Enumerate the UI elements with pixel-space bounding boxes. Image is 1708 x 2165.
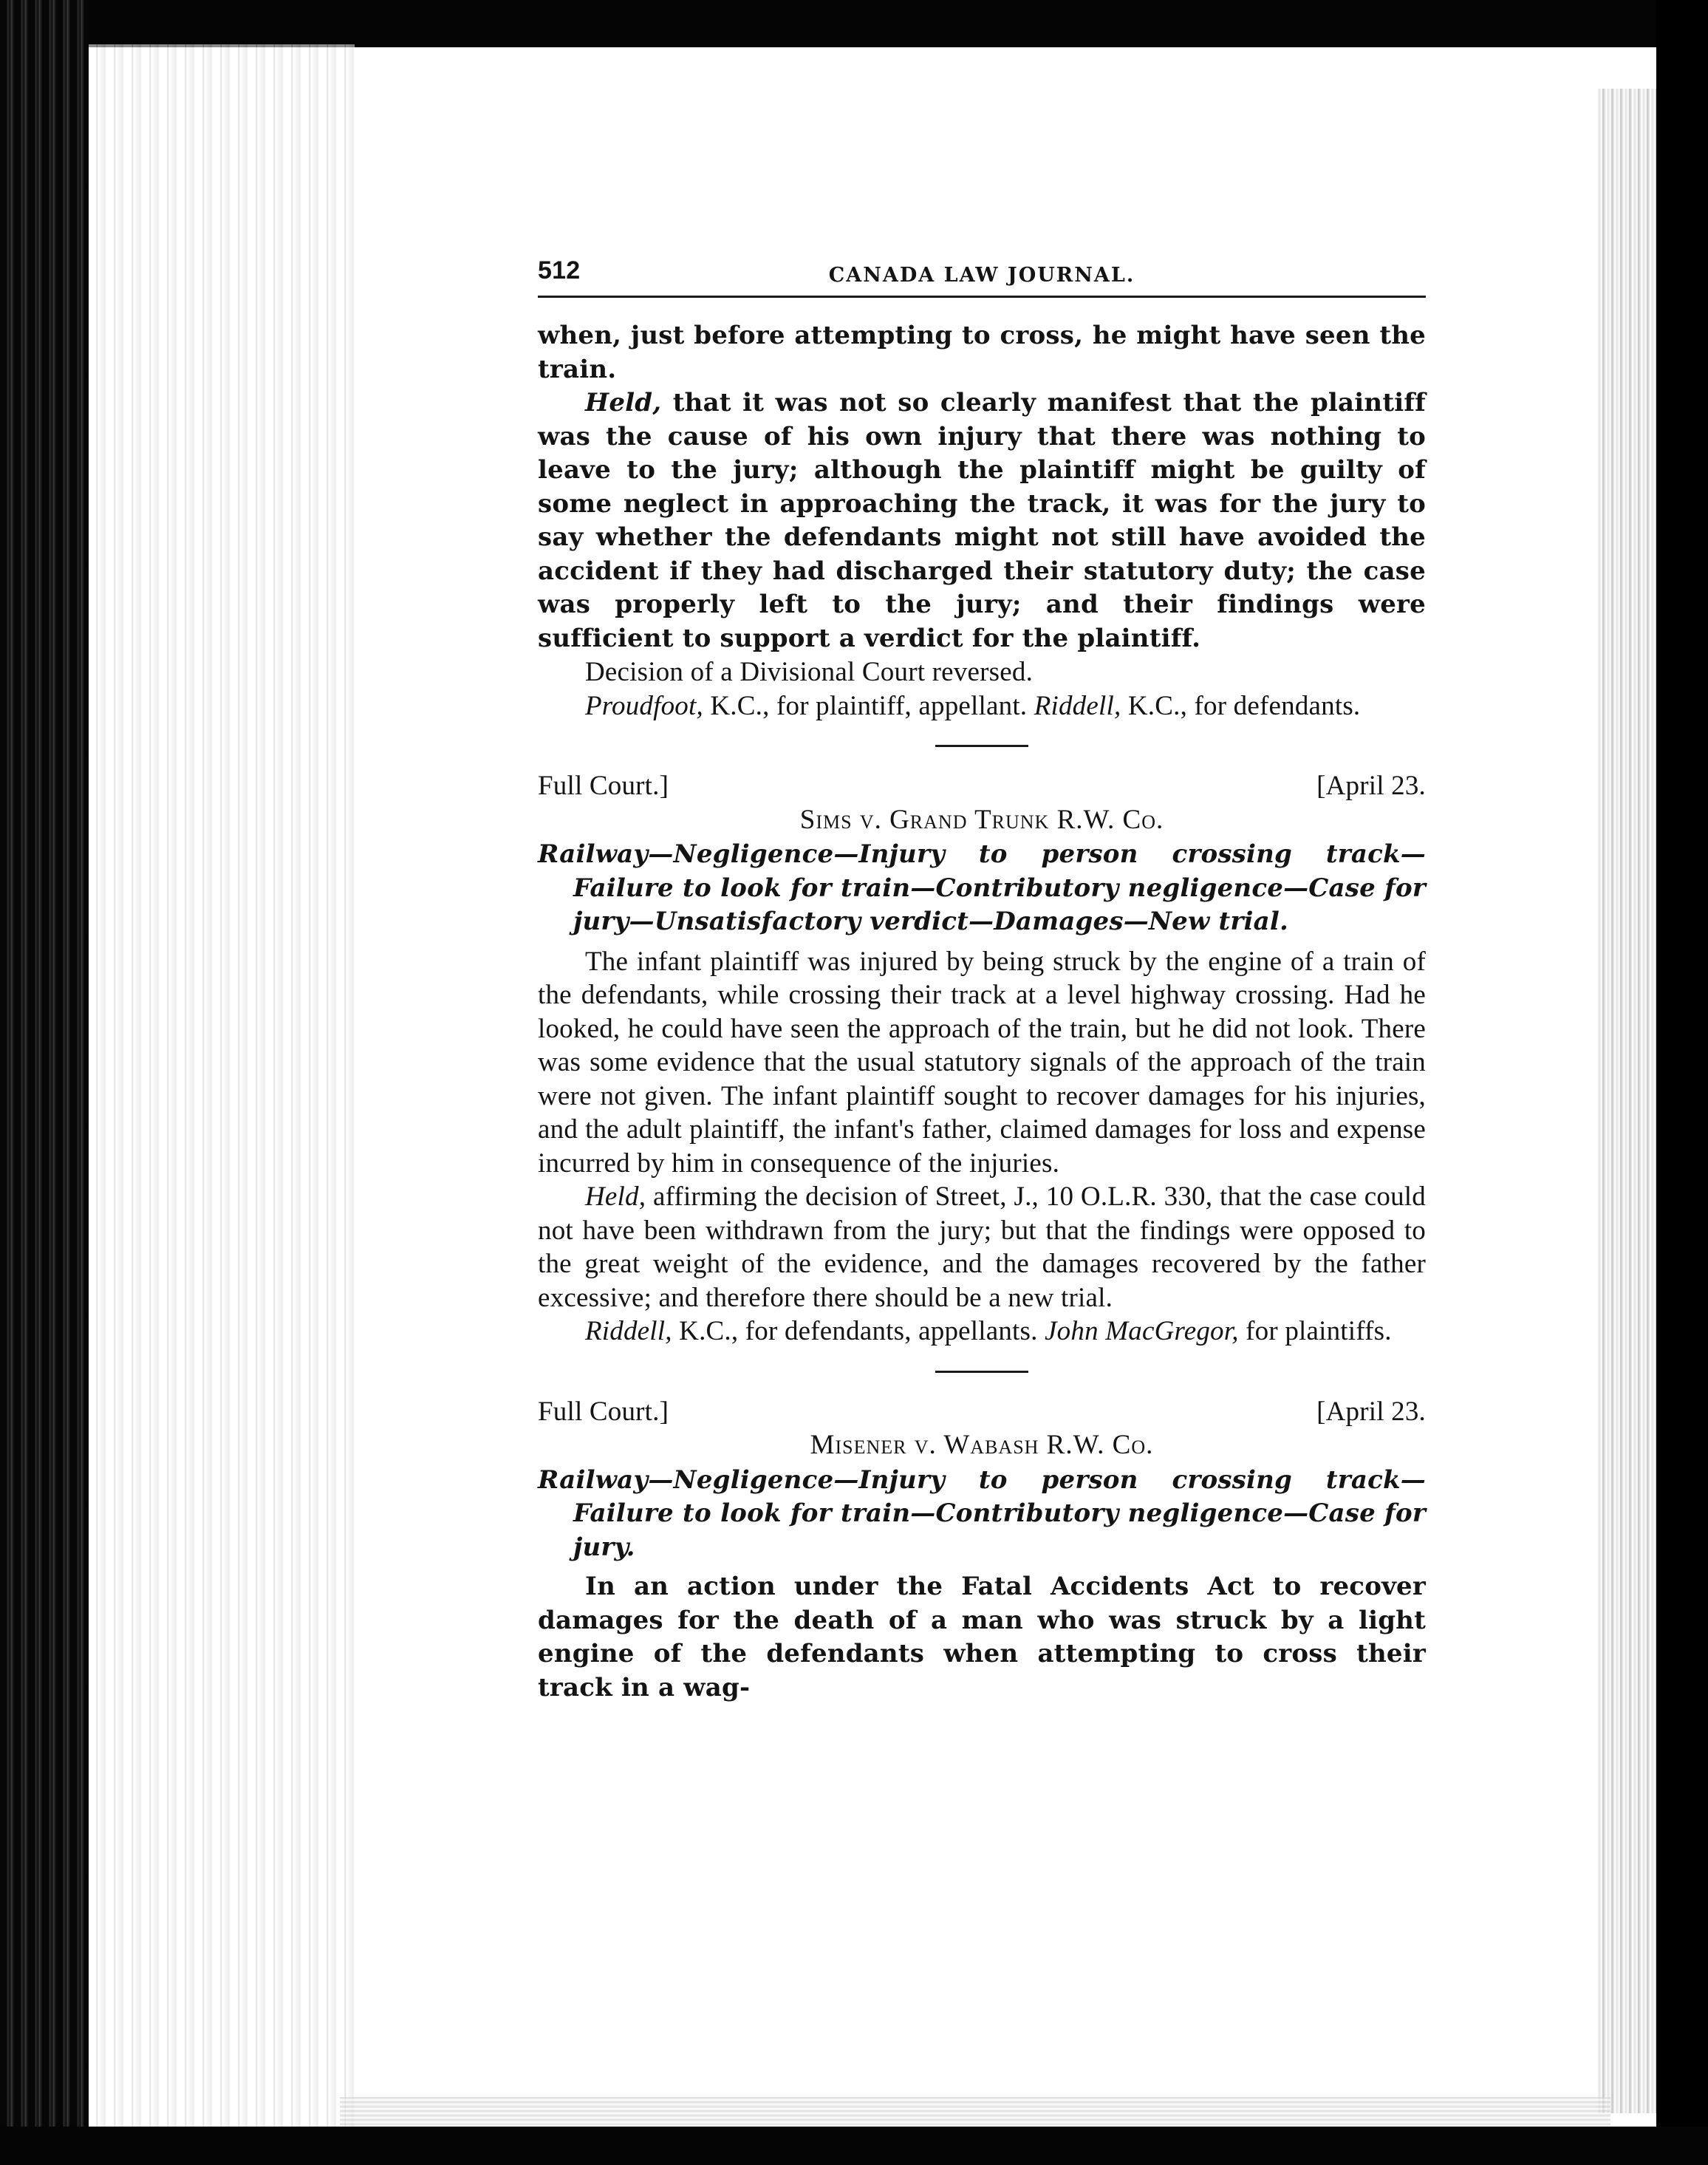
held-text: that it was not so clearly manifest that the plaintiff was the cause of his own injury that there was nothing to leave to the jury; although the plaintiff might be guilty of some neglect in approaching the track, it was for the jury to say whether the defendants might not still have avoided the accident if they had discharged their statutory duty; the case was properly left to the jury; and their findings were sufficient to support a verdict for the plaintiff. <box>538 388 1426 653</box>
scan-border-right <box>1656 0 1708 2165</box>
running-head: CANADA LAW JOURNAL. <box>828 264 1135 287</box>
counsel-text: K.C., for defendants. <box>1121 690 1361 721</box>
decision-line: Decision of a Divisional Court reversed. <box>585 657 1034 687</box>
page-number: 512 <box>538 256 581 284</box>
counsel-text: for plaintiffs. <box>1238 1316 1392 1346</box>
counsel-name: Proudfoot, <box>585 690 703 721</box>
counsel-name: Riddell, <box>585 1316 672 1346</box>
held-paragraph-2 <box>538 1180 1426 1315</box>
scan-border-left <box>0 0 89 2165</box>
court-line <box>538 1395 1426 1429</box>
scan-border-top <box>0 0 1708 47</box>
held-paragraph-1 <box>538 386 1426 655</box>
section-rule <box>935 1371 1028 1373</box>
right-edge-strip <box>1597 89 1656 2113</box>
held-text: affirming the decision of Street, J., 10 O.L.R. 330, that the case could not have been withdrawn from the jury; but that the findings were opposed to the great weight of the evidence, and the damages recovered by the father excessive; and therefore there should be a new trial. <box>538 1182 1426 1313</box>
page-header <box>538 251 1426 290</box>
page-edge-strip <box>89 44 355 2143</box>
counsel-name: Riddell, <box>1034 690 1121 721</box>
court-name: Full Court.] <box>538 1396 669 1427</box>
case-title: Misener v. Wabash R.W. Co. <box>810 1430 1154 1460</box>
scan-border-bottom <box>0 2127 1708 2165</box>
court-line <box>538 769 1426 803</box>
counsel-paragraph-1 <box>538 689 1426 723</box>
counsel-text: K.C., for plaintiff, appellant. <box>703 690 1034 721</box>
journal-page-text <box>538 251 1426 1705</box>
counsel-paragraph-2 <box>538 1315 1426 1349</box>
bottom-edge-strip <box>340 2097 1610 2127</box>
decision-date: [April 23. <box>1316 1396 1426 1427</box>
case-title: Sims v. Grand Trunk R.W. Co. <box>799 804 1164 835</box>
decision-date: [April 23. <box>1316 771 1426 801</box>
continued-paragraph: when, just before attempting to cross, he might have seen the train. <box>538 321 1426 384</box>
facts-paragraph: In an action under the Fatal Accidents Act to recover damages for the death of a man who was struck by a light engine of the defendants when attempting to cross their track in a wag- <box>538 1572 1426 1702</box>
court-name: Full Court.] <box>538 771 669 801</box>
case-headnote: Railway—Negligence—Injury to person crossing track—Failure to look for train—Contributory negligence—Case for jury. <box>538 1465 1426 1562</box>
counsel-text: K.C., for defendants, appellants. <box>672 1316 1045 1346</box>
section-rule <box>935 745 1028 747</box>
held-label: Held, <box>585 388 662 417</box>
header-rule <box>538 296 1426 298</box>
case-headnote: Railway—Negligence—Injury to person crossing track—Failure to look for train—Contributory negligence—Case for jury—Unsatisfactory verdict—Damages—New trial. <box>538 839 1426 936</box>
facts-paragraph: The infant plaintiff was injured by being struck by the engine of a train of the defendants, while crossing their track at a level highway crossing. Had he looked, he could have seen the approach of the train, but he did not look. There was some evidence that the usual statutory signals of the approach of the train were not given. The infant plaintiff sought to recover damages for his injuries, and the adult plaintiff, the infant's father, claimed damages for loss and expense incurred by him in consequence of the injuries. <box>538 946 1426 1179</box>
held-label: Held, <box>585 1182 646 1212</box>
counsel-name: John MacGregor, <box>1045 1316 1239 1346</box>
